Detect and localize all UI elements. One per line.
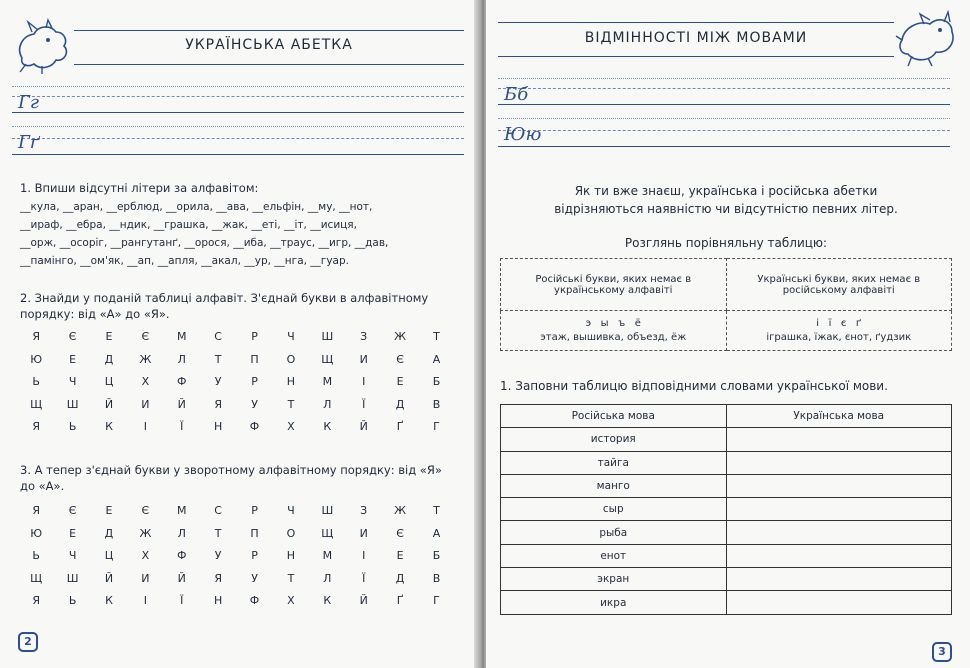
ru-words: этаж, вышивка, объезд, ёж [540, 332, 687, 343]
writing-line [498, 118, 950, 119]
russian-word: рыба [501, 521, 727, 544]
grid-letter[interactable]: М [177, 330, 187, 343]
grid-letter[interactable]: Ї [362, 571, 366, 585]
grid-letter[interactable]: О [286, 352, 296, 366]
grid-letter[interactable]: П [250, 526, 259, 540]
grid-letter[interactable]: Р [251, 375, 258, 388]
grid-letter[interactable]: С [214, 330, 222, 343]
left-page [0, 0, 480, 668]
grid-letter[interactable]: Й [359, 594, 368, 607]
writing-line [12, 96, 464, 97]
grid-letter[interactable]: З [360, 504, 368, 517]
task-1-instruction: 1. Заповни таблицю відповідними словами української мови. [500, 379, 888, 393]
grid-letter[interactable]: Ф [249, 594, 260, 607]
grid-letter[interactable]: Й [104, 571, 114, 585]
grid-letter[interactable]: Ш [66, 571, 79, 585]
task-1-line: __орж, __осоріг, __рангутанґ, __орося, __иба, __траус, __игр, __дав, [20, 237, 389, 249]
fill-table [500, 404, 952, 615]
russian-word: манго [501, 474, 727, 497]
ua-words: іграшка, їжак, єнот, ґудзик [766, 332, 912, 343]
grid-letter[interactable]: У [214, 549, 222, 562]
grid-letter[interactable]: К [323, 420, 332, 433]
russian-word: сыр [501, 498, 727, 521]
russian-word: экран [501, 568, 727, 591]
dragon-icon [894, 10, 960, 68]
grid-letter[interactable]: С [214, 504, 222, 517]
fill-header-ua: Українська мова [726, 405, 952, 428]
answer-cell[interactable] [726, 521, 952, 544]
grid-letter[interactable]: П [250, 352, 259, 366]
answer-cell[interactable] [726, 428, 952, 451]
grid-letter[interactable]: И [359, 526, 368, 540]
grid-letter[interactable]: Ь [68, 420, 77, 433]
grid-letter[interactable]: М [322, 549, 333, 562]
grid-letter[interactable]: Р [251, 504, 258, 517]
grid-letter[interactable]: Л [177, 352, 186, 366]
header-line [498, 22, 894, 23]
table-row [501, 544, 952, 567]
grid-letter[interactable]: Ц [104, 375, 114, 388]
grid-letter[interactable]: Б [432, 375, 441, 388]
letter-grid [18, 326, 455, 439]
grid-letter[interactable]: У [251, 571, 258, 585]
grid-letter[interactable]: Т [214, 526, 222, 540]
answer-cell[interactable] [726, 591, 952, 614]
grid-letter[interactable]: Е [396, 375, 404, 388]
grid-letter[interactable]: Е [105, 504, 113, 517]
compare-heading: Розглянь порівняльну таблицю: [624, 236, 828, 250]
page-title: ВІДМІННОСТІ МІЖ МОВАМИ [584, 30, 808, 46]
table-row [501, 451, 952, 474]
grid-letter[interactable]: Р [251, 549, 258, 562]
grid-letter[interactable]: К [105, 420, 113, 433]
grid-letter[interactable]: Й [359, 420, 368, 433]
grid-letter[interactable]: З [360, 330, 368, 343]
grid-letter[interactable]: Н [286, 549, 296, 562]
table-row [501, 428, 952, 451]
task-2-instruction: 2. Знайди у поданій таблиці алфавіт. З'єднай букви в алфавітному порядку: від «А» до «Я». [20, 291, 429, 321]
compare-cell-ua [726, 311, 952, 351]
grid-letter[interactable]: О [286, 526, 296, 540]
grid-letter[interactable]: Д [395, 397, 405, 411]
grid-letter[interactable]: І [362, 549, 366, 562]
grid-letter[interactable]: Ч [68, 375, 77, 388]
grid-letter[interactable]: Я [32, 330, 41, 343]
writing-line [498, 78, 950, 79]
writing-line [498, 146, 950, 147]
intro-text: Як ти вже знаєш, українська і російська абетки відрізняються наявністю чи відсутністю певних літер. [554, 184, 898, 216]
grid-letter[interactable]: Ґ [396, 594, 404, 607]
task-1-line: __памінго, __ом'як, __ап, __апля, __акал, __ур, __нга, __гуар. [20, 255, 349, 267]
grid-letter[interactable]: Я [214, 571, 222, 585]
writing-line [12, 86, 464, 87]
answer-cell[interactable] [726, 451, 952, 474]
cursive-sample: Бб [504, 84, 529, 105]
grid-letter[interactable]: Є [68, 330, 77, 343]
table-row [501, 591, 952, 614]
writing-line [12, 154, 464, 155]
russian-word: тайга [501, 451, 727, 474]
grid-letter[interactable]: Ц [104, 549, 114, 562]
grid-letter[interactable]: Т [214, 352, 222, 366]
grid-letter[interactable]: І [143, 594, 147, 607]
letter-grid [18, 500, 455, 613]
grid-letter[interactable]: Ж [139, 526, 152, 540]
compare-cell-ru [501, 311, 727, 351]
grid-letter[interactable]: Л [323, 397, 332, 411]
grid-letter[interactable]: Ж [394, 504, 407, 517]
grid-letter[interactable]: Ж [394, 330, 407, 343]
grid-letter[interactable]: Є [141, 330, 150, 343]
task-1-instruction: 1. Впиши відсутні літери за алфавітом: [20, 181, 259, 195]
grid-letter[interactable]: А [432, 526, 441, 540]
task-1-line: __ираф, __ебра, __ндик, __грашка, __жак, __еті, __іт, __исиця, [20, 219, 357, 231]
grid-letter[interactable]: Т [433, 504, 440, 517]
writing-line [498, 88, 950, 89]
grid-letter[interactable]: Ь [68, 594, 77, 607]
grid-letter[interactable]: Й [177, 571, 186, 585]
grid-letter[interactable]: Ч [287, 330, 295, 343]
writing-line [12, 112, 464, 113]
grid-letter[interactable]: М [322, 375, 333, 388]
russian-word: история [501, 428, 727, 451]
writing-line [12, 138, 464, 139]
grid-letter[interactable]: Ф [249, 420, 260, 433]
grid-letter[interactable]: Х [141, 375, 150, 388]
task-1-line: __кула, __аран, __ерблюд, __орила, __ава, __ельфін, __му, __нот, [20, 201, 373, 213]
grid-letter[interactable]: Ю [30, 352, 43, 366]
answer-cell[interactable] [726, 544, 952, 567]
russian-word: икра [501, 591, 727, 614]
writing-line [498, 104, 950, 105]
cursive-sample: Юю [504, 124, 542, 145]
grid-letter[interactable]: Ш [321, 330, 334, 343]
grid-letter[interactable]: Х [141, 549, 150, 562]
compare-header-ru: Російські букви, яких немає в українському алфавіті [501, 259, 727, 311]
compare-header-ua: Українські букви, яких немає в російському алфавіті [726, 259, 952, 311]
grid-letter[interactable]: М [177, 504, 187, 517]
table-row [501, 474, 952, 497]
grid-letter[interactable]: Д [104, 526, 114, 540]
grid-letter[interactable]: Ф [177, 375, 187, 388]
grid-letter[interactable]: Є [396, 526, 404, 540]
grid-letter[interactable]: Х [287, 420, 295, 433]
grid-letter[interactable]: В [432, 571, 441, 585]
grid-letter[interactable]: И [141, 571, 150, 585]
grid-letter[interactable]: Н [214, 594, 223, 607]
table-row [501, 568, 952, 591]
grid-letter[interactable]: Я [214, 397, 222, 411]
grid-letter[interactable]: Ч [68, 549, 77, 562]
answer-cell[interactable] [726, 474, 952, 497]
page-number: 2 [18, 632, 38, 652]
grid-letter[interactable]: И [359, 352, 368, 366]
writing-line [498, 130, 950, 131]
grid-letter[interactable]: Щ [321, 526, 334, 540]
grid-letter[interactable]: Ї [180, 594, 184, 607]
grid-letter[interactable]: Т [287, 571, 295, 585]
cursive-sample: Гґ [18, 132, 40, 153]
answer-cell[interactable] [726, 568, 952, 591]
grid-letter[interactable]: Г [433, 420, 440, 433]
fill-header-ru: Російська мова [501, 405, 727, 428]
page-number: 3 [932, 642, 952, 662]
grid-letter[interactable]: Д [104, 352, 114, 366]
grid-letter[interactable]: Ш [321, 504, 334, 517]
grid-letter[interactable]: Т [287, 397, 295, 411]
grid-letter[interactable]: Ґ [396, 420, 404, 433]
grid-letter[interactable]: Д [395, 571, 405, 585]
cursive-sample: Гг [18, 92, 40, 113]
grid-letter[interactable]: Ї [180, 420, 184, 433]
grid-letter[interactable]: Щ [30, 397, 43, 411]
grid-letter[interactable]: Я [32, 504, 41, 517]
grid-letter[interactable]: У [214, 375, 222, 388]
right-page [486, 0, 970, 668]
grid-letter[interactable]: Й [104, 397, 114, 411]
grid-letter[interactable]: Б [432, 549, 441, 562]
page-title: УКРАЇНСЬКА АБЕТКА [185, 37, 353, 53]
grid-letter[interactable]: Т [433, 330, 440, 343]
grid-letter[interactable]: Ж [139, 352, 152, 366]
grid-letter[interactable]: І [362, 375, 366, 388]
grid-letter[interactable]: Ю [30, 526, 43, 540]
grid-letter[interactable]: Ь [32, 375, 40, 388]
grid-letter[interactable]: Є [141, 504, 150, 517]
grid-letter[interactable]: У [251, 397, 258, 411]
grid-letter[interactable]: В [432, 397, 441, 411]
grid-letter[interactable]: Н [286, 375, 296, 388]
grid-letter[interactable]: К [105, 594, 113, 607]
grid-letter[interactable]: Е [69, 352, 77, 366]
grid-letter[interactable]: Е [396, 549, 404, 562]
grid-letter[interactable]: Я [32, 594, 41, 607]
grid-letter[interactable]: И [141, 397, 150, 411]
grid-letter[interactable]: Й [177, 397, 186, 411]
grid-letter[interactable]: Ч [287, 504, 295, 517]
writing-line [12, 126, 464, 127]
grid-letter[interactable]: Е [105, 330, 113, 343]
grid-letter[interactable]: К [323, 594, 332, 607]
dragon-icon [12, 18, 74, 76]
russian-word: енот [501, 544, 727, 567]
grid-letter[interactable]: Ш [66, 397, 79, 411]
grid-letter[interactable]: Щ [30, 571, 43, 585]
ru-letters: э ы ъ ё [585, 318, 641, 329]
grid-letter[interactable]: Я [32, 420, 41, 433]
answer-cell[interactable] [726, 498, 952, 521]
grid-letter[interactable]: Л [323, 571, 332, 585]
grid-letter[interactable]: Л [177, 526, 186, 540]
grid-letter[interactable]: Х [287, 594, 295, 607]
comparison-table [500, 258, 952, 351]
grid-letter[interactable]: Ї [362, 397, 366, 411]
header-line [74, 30, 464, 31]
grid-letter[interactable]: А [432, 352, 441, 366]
header-line [74, 64, 464, 65]
grid-letter[interactable]: Щ [321, 352, 334, 366]
grid-letter[interactable]: І [143, 420, 147, 433]
table-row [501, 521, 952, 544]
grid-letter[interactable]: Є [396, 352, 404, 366]
grid-letter[interactable]: Г [433, 594, 440, 607]
grid-letter[interactable]: Р [251, 330, 258, 343]
grid-letter[interactable]: Н [214, 420, 223, 433]
header-line [498, 56, 894, 57]
table-row [501, 498, 952, 521]
grid-letter[interactable]: Е [69, 526, 77, 540]
grid-letter[interactable]: Ф [177, 549, 187, 562]
grid-letter[interactable]: Є [68, 504, 77, 517]
ua-letters: і ї є ґ [816, 318, 862, 329]
grid-letter[interactable]: Ь [32, 549, 40, 562]
task-3-instruction: 3. А тепер з'єднай букви у зворотному алфавітному порядку: від «Я» до «А». [20, 463, 442, 493]
